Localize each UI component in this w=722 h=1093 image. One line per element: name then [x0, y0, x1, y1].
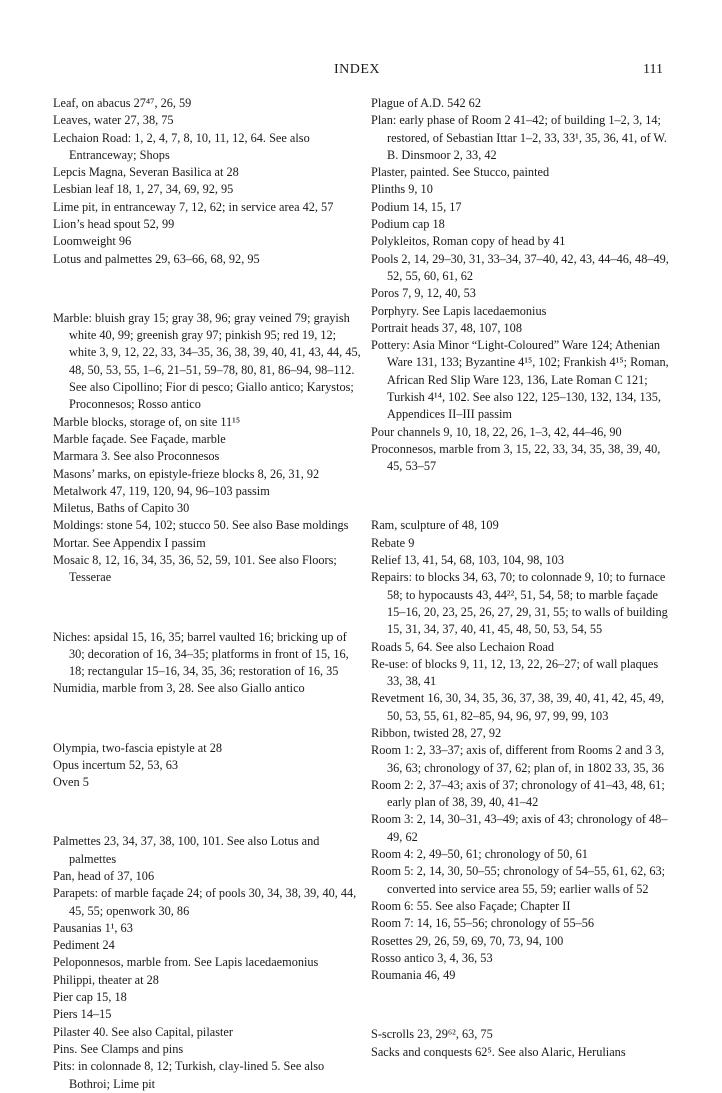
section-gap — [371, 488, 671, 505]
section-gap — [53, 804, 361, 821]
index-entry: Leaf, on abacus 27⁴⁷, 26, 59 — [53, 96, 192, 110]
index-entry: Pilaster 40. See also Capital, pilaster — [53, 1024, 233, 1039]
page-header — [0, 62, 722, 82]
index-entry: Miletus, Baths of Capito 30 — [53, 501, 190, 516]
index-entry: Oven 5 — [53, 775, 89, 790]
index-entry: Pediment 24 — [53, 938, 115, 953]
index-entry: Moldings: stone 54, 102; stucco 50. See also Base moldings — [53, 518, 349, 533]
index-entry: Masons’ marks, on epistyle-frieze blocks 8, 26, 31, 92 — [53, 466, 320, 481]
index-entry: Lepcis Magna, Severan Basilica at 28 — [53, 165, 239, 180]
index-entry: Room 5: 2, 14, 30, 50–55; chronology of 54–55, 61, 62, 63; converted into service area 55, 59; earlier walls of 52 — [371, 864, 666, 896]
section-gap — [53, 599, 361, 616]
index-entry: Room 3: 2, 14, 30–31, 43–49; axis of 43; chronology of 48–49, 62 — [371, 812, 668, 844]
index-entry: Poros 7, 9, 12, 40, 53 — [371, 286, 476, 301]
index-entry: Pits: in colonnade 8, 12; Turkish, clay-lined 5. See also Bothroi; Lime pit — [53, 1059, 325, 1091]
index-entry: Marble blocks, storage of, on site 11¹⁵ — [53, 414, 241, 429]
index-entry: Rosso antico 3, 4, 36, 53 — [371, 950, 493, 965]
index-entry: Proconnesos, marble from 3, 15, 22, 33, 34, 35, 38, 39, 40, 45, 53–57 — [371, 441, 661, 474]
index-entry: Mortar. See Appendix I passim — [53, 535, 206, 550]
section-gap — [53, 280, 361, 297]
index-entry: Pottery: Asia Minor “Light-Coloured” Ware 124; Athenian Ware 131, 133; Byzantine 4¹⁵, 102; Frankish 4¹⁵; Roman, African Red Slip Ware 123, 136, Late Roman C 121; Turkish 4¹⁴, 102. See also 122, 125–130, 132, 134, 135, Appendices II–III passim — [371, 338, 669, 422]
index-entry: Re-use: of blocks 9, 11, 12, 13, 22, 26–27; of wall plaques 33, 38, 41 — [371, 656, 659, 689]
index-entry: Rosettes 29, 26, 59, 69, 70, 73, 94, 100 — [371, 933, 564, 948]
index-entry: Piers 14–15 — [53, 1007, 112, 1022]
index-entry: Marble façade. See Façade, marble — [53, 431, 226, 446]
index-entry: Pausanias 1¹, 63 — [53, 920, 133, 935]
index-entry: Pins. See Clamps and pins — [53, 1041, 184, 1056]
index-entry: S-scrolls 23, 29⁶², 63, 75 — [371, 1027, 493, 1042]
page-number: 111 — [643, 62, 663, 77]
index-entry: Ram, sculpture of 48, 109 — [371, 518, 499, 533]
section-gap — [371, 997, 671, 1014]
index-entry: Marble: bluish gray 15; gray 38, 96; gray veined 79; grayish white 40, 99; greenish gray 97; pinkish 95; red 19, 12; white 3, 9, 12, 22, 33, 34–35, 36, 38, 39, 40, 41, 43, 44, 45, 48, 50, 53, 55, 1–6, 21–51, 59–78, 80, 81, 86–94, 98–112. See also Cipollino; Fior di pesco; Giallo antico; Karystos; Proconnesos; Rosso antico — [53, 310, 361, 412]
index-entry: Palmettes 23, 34, 37, 38, 100, 101. See also Lotus and palmettes — [53, 834, 320, 866]
index-entry: Room 7: 14, 16, 55–56; chronology of 55–56 — [371, 916, 595, 931]
index-entry: Repairs: to blocks 34, 63, 70; to colonnade 9, 10; to furnace 58; to hypocausts 43, 44²², 51, 54, 58; to marble façade 15–16, 20, 23, 25, 26, 27, 29, 31, 55; to walls of building 15, 31, 34, 37, 40, 41, 45, 48, 50, 53, 54, 55 — [371, 570, 668, 637]
index-entry: Room 1: 2, 33–37; axis of, different from Rooms 2 and 3 3, 36, 63; chronology of 37, 62; plan of, in 1802 33, 35, 36 — [371, 743, 665, 775]
index-column-right — [371, 95, 671, 1061]
index-entry: Parapets: of marble façade 24; of pools 30, 34, 38, 39, 40, 44, 45, 55; openwork 30, 86 — [53, 886, 357, 918]
index-entry: Room 2: 2, 37–43; axis of 37; chronology of 41–43, 48, 61; early plan of 38, 39, 40, 41–42 — [371, 777, 665, 810]
index-entry: Opus incertum 52, 53, 63 — [53, 757, 179, 772]
index-entry: Plague of A.D. 542 62 — [371, 96, 481, 110]
index-entry: Rebate 9 — [371, 535, 415, 550]
index-entry: Lesbian leaf 18, 1, 27, 34, 69, 92, 95 — [53, 182, 234, 197]
index-entry: Pier cap 15, 18 — [53, 990, 127, 1005]
section-gap — [53, 710, 361, 727]
index-entry: Peloponnesos, marble from. See Lapis lacedaemonius — [53, 955, 319, 970]
index-entry: Olympia, two-fascia epistyle at 28 — [53, 740, 223, 755]
index-entry: Lotus and palmettes 29, 63–66, 68, 92, 95 — [53, 251, 260, 266]
index-column-left — [53, 95, 361, 1093]
page-title: INDEX — [334, 62, 381, 77]
index-entry: Lime pit, in entranceway 7, 12, 62; in service area 42, 57 — [53, 199, 334, 214]
index-entry: Pan, head of 37, 106 — [53, 868, 155, 883]
index-entry: Metalwork 47, 119, 120, 94, 96–103 passim — [53, 483, 270, 498]
index-entry: Roumania 46, 49 — [371, 968, 456, 983]
index-entry: Room 6: 55. See also Façade; Chapter II — [371, 898, 571, 913]
index-entry: Plinths 9, 10 — [371, 182, 433, 197]
index-entry: Polykleitos, Roman copy of head by 41 — [371, 234, 566, 249]
index-entry: Leaves, water 27, 38, 75 — [53, 113, 174, 128]
index-entry: Relief 13, 41, 54, 68, 103, 104, 98, 103 — [371, 553, 564, 568]
index-entry: Ribbon, twisted 28, 27, 92 — [371, 725, 502, 740]
index-entry: Room 4: 2, 49–50, 61; chronology of 50, 61 — [371, 847, 588, 862]
index-entry: Loomweight 96 — [53, 234, 132, 249]
index-entry: Lion’s head spout 52, 99 — [53, 217, 175, 232]
index-entry: Lechaion Road: 1, 2, 4, 7, 8, 10, 11, 12, 64. See also Entranceway; Shops — [53, 130, 310, 162]
index-entry: Plaster, painted. See Stucco, painted — [371, 165, 550, 180]
index-entry: Sacks and conquests 62⁵. See also Alaric, Herulians — [371, 1044, 626, 1059]
index-entry: Roads 5, 64. See also Lechaion Road — [371, 639, 555, 654]
index-entry: Portrait heads 37, 48, 107, 108 — [371, 320, 522, 335]
index-entry: Philippi, theater at 28 — [53, 972, 159, 987]
index-entry: Pour channels 9, 10, 18, 22, 26, 1–3, 42, 44–46, 90 — [371, 424, 622, 439]
index-entry: Porphyry. See Lapis lacedaemonius — [371, 303, 547, 318]
index-entry: Numidia, marble from 3, 28. See also Giallo antico — [53, 681, 305, 696]
index-entry: Podium 14, 15, 17 — [371, 199, 462, 214]
index-entry: Pools 2, 14, 29–30, 31, 33–34, 37–40, 42, 43, 44–46, 48–49, 52, 55, 60, 61, 62 — [371, 251, 669, 283]
index-entry: Podium cap 18 — [371, 217, 445, 232]
index-entry: Niches: apsidal 15, 16, 35; barrel vaulted 16; bricking up of 30; decoration of 16, 34–35; platforms in front of 15, 16, 18; rectangular 15–16, 34, 35, 36; restoration of 16, 35 — [53, 629, 349, 679]
index-entry: Revetment 16, 30, 34, 35, 36, 37, 38, 39, 40, 41, 42, 45, 49, 50, 53, 55, 61, 82–85, 94, 96, 97, 99, 99, 103 — [371, 691, 665, 723]
index-entry: Mosaic 8, 12, 16, 34, 35, 36, 52, 59, 101. See also Floors; Tesserae — [53, 553, 337, 585]
index-entry: Plan: early phase of Room 2 41–42; of building 1–2, 3, 14; restored, of Sebastian Ittar 1–2, 33, 33¹, 35, 36, 41, of W. B. Dinsmoor 2, 33, 42 — [371, 113, 667, 162]
index-entry: Marmara 3. See also Proconnesos — [53, 449, 220, 464]
